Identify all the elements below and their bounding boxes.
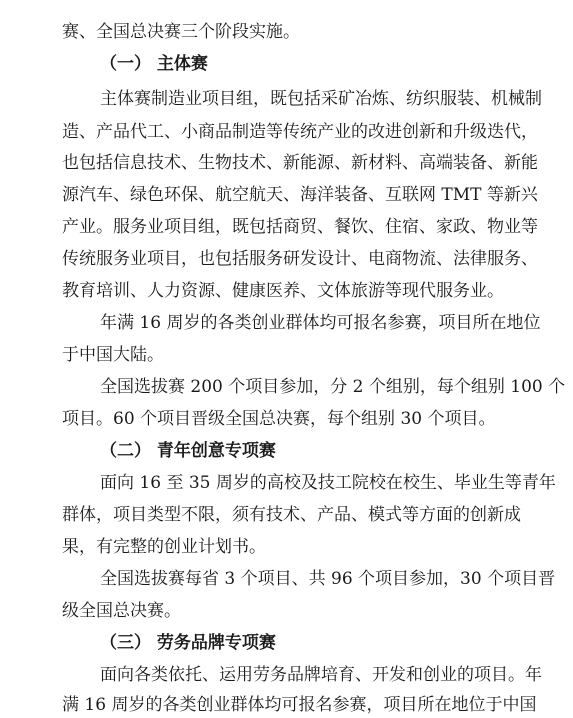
paragraph-line: 全国选拔赛每省 3 个项目、共 96 个项目参加，30 个项目晋 [100, 569, 556, 589]
paragraph-line: 群体，项目类型不限，须有技术、产品、模式等方面的创新成 [62, 505, 521, 525]
paragraph-line: 主体赛制造业项目组，既包括采矿冶炼、纺织服装、机械制 [100, 89, 542, 109]
paragraph-line: 产业。服务业项目组，既包括商贸、餐饮、住宿、家政、物业等 [62, 217, 538, 237]
paragraph-line: 赛、全国总决赛三个阶段实施。 [62, 22, 300, 42]
paragraph-line: 级全国总决赛。 [62, 601, 181, 621]
section-heading-youth-creative: （二） 青年创意专项赛 [100, 441, 276, 461]
paragraph-line: 项目。60 个项目晋级全国总决赛，每个组别 30 个项目。 [62, 409, 496, 429]
paragraph-line: 造、产品代工、小商品制造等传统产业的改进创新和升级迭代， [62, 122, 538, 142]
paragraph-line: 教育培训、人力资源、健康医养、文体旅游等现代服务业。 [62, 281, 504, 301]
paragraph-line: 源汽车、绿色环保、航空航天、海洋装备、互联网 TMT 等新兴 [62, 185, 538, 205]
paragraph-line: 于中国大陆。 [62, 345, 164, 365]
paragraph-line: 传统服务业项目，也包括服务研发设计、电商物流、法律服务、 [62, 249, 538, 269]
paragraph-line: 也包括信息技术、生物技术、新能源、新材料、高端装备、新能 [62, 153, 538, 173]
paragraph-line: 满 16 周岁的各类创业群体均可报名参赛，项目所在地位于中国 [62, 695, 537, 715]
paragraph-line: 面向各类依托、运用劳务品牌培育、开发和创业的项目。年 [100, 665, 542, 685]
section-heading-labor-brand: （三） 劳务品牌专项赛 [100, 633, 276, 653]
section-heading-main-competition: （一） 主体赛 [100, 54, 208, 74]
paragraph-line: 面向 16 至 35 周岁的高校及技工院校在校生、毕业生等青年 [100, 473, 556, 493]
paragraph-line: 果，有完整的创业计划书。 [62, 537, 266, 557]
paragraph-line: 年满 16 周岁的各类创业群体均可报名参赛，项目所在地位 [100, 313, 541, 333]
paragraph-line: 全国选拔赛 200 个项目参加，分 2 个组别，每个组别 100 个 [100, 377, 566, 397]
